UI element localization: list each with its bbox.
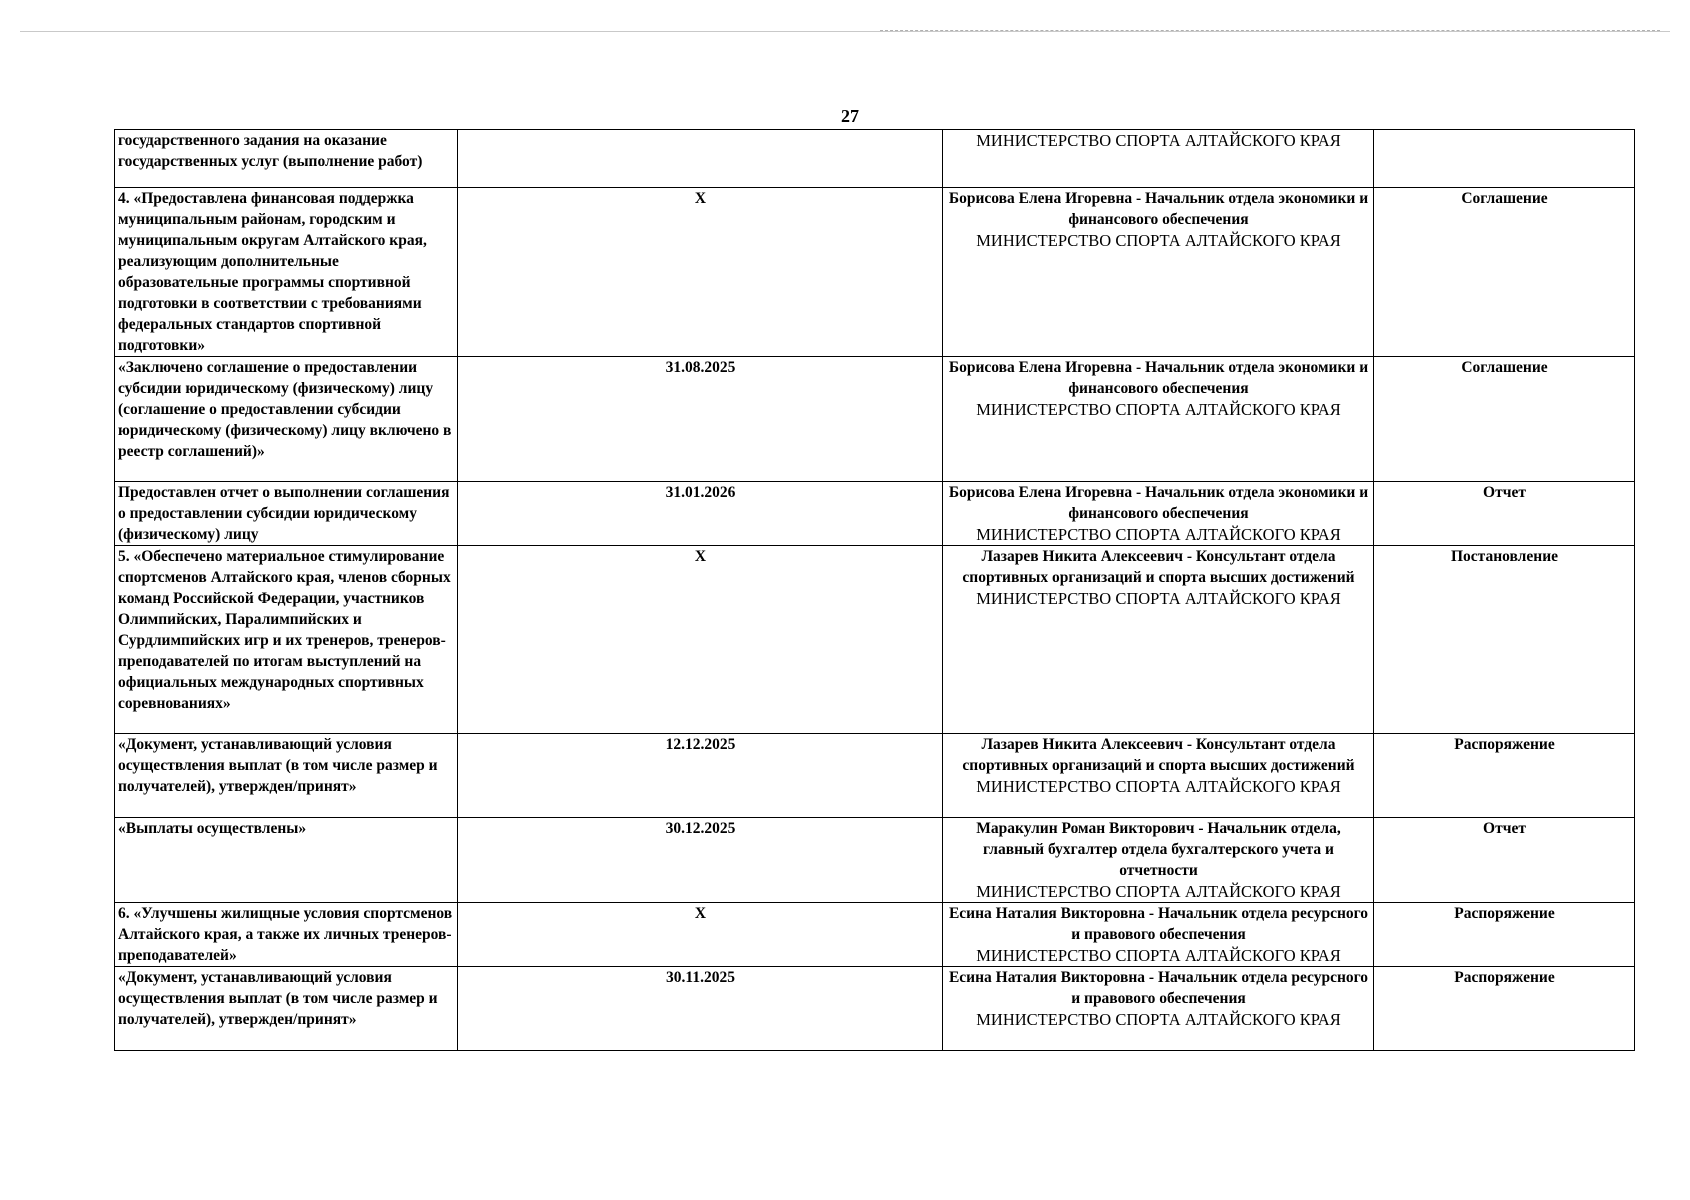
table-row bbox=[115, 903, 1635, 967]
responsible-cell bbox=[943, 546, 1374, 734]
event-cell: «Заключено соглашение о предоставлении субсидии юридическому (физическому) лицу (соглашение о предоставлении субсидии юридическому (физическому) лицу включено в реестр соглашений)» bbox=[115, 357, 458, 482]
document-cell: Соглашение bbox=[1374, 188, 1635, 357]
ministry-name: МИНИСТЕРСТВО СПОРТА АЛТАЙСКОГО КРАЯ bbox=[976, 589, 1341, 608]
date-cell: 31.01.2026 bbox=[458, 482, 943, 546]
responsible-cell bbox=[943, 130, 1374, 188]
table-row bbox=[115, 357, 1635, 482]
date-cell: 12.12.2025 bbox=[458, 734, 943, 818]
implementation-plan-table bbox=[114, 129, 1635, 1051]
ministry-name: МИНИСТЕРСТВО СПОРТА АЛТАЙСКОГО КРАЯ bbox=[976, 131, 1341, 150]
responsible-cell bbox=[943, 967, 1374, 1051]
table-row bbox=[115, 546, 1635, 734]
document-cell bbox=[1374, 130, 1635, 188]
event-cell: 6. «Улучшены жилищные условия спортсменов Алтайского края, а также их личных тренеров-преподавателей» bbox=[115, 903, 458, 967]
table-row bbox=[115, 130, 1635, 188]
table-row bbox=[115, 482, 1635, 546]
document-cell: Отчет bbox=[1374, 818, 1635, 903]
event-cell: «Документ, устанавливающий условия осуществления выплат (в том числе размер и получателей), утвержден/принят» bbox=[115, 734, 458, 818]
event-cell: Предоставлен отчет о выполнении соглашения о предоставлении субсидии юридическому (физическому) лицу bbox=[115, 482, 458, 546]
ministry-name: МИНИСТЕРСТВО СПОРТА АЛТАЙСКОГО КРАЯ bbox=[976, 882, 1341, 901]
event-cell: 4. «Предоставлена финансовая поддержка муниципальным районам, городским и муниципальным округам Алтайского края, реализующим дополнительные образовательные программы спортивной подготовки в соответствии с требованиями федеральных стандартов спортивной подготовки» bbox=[115, 188, 458, 357]
document-cell: Распоряжение bbox=[1374, 967, 1635, 1051]
ministry-name: МИНИСТЕРСТВО СПОРТА АЛТАЙСКОГО КРАЯ bbox=[976, 231, 1341, 250]
event-cell: «Документ, устанавливающий условия осуществления выплат (в том числе размер и получателей), утвержден/принят» bbox=[115, 967, 458, 1051]
event-cell: 5. «Обеспечено материальное стимулирование спортсменов Алтайского края, членов сборных команд Российской Федерации, участников Олимпийских, Паралимпийских и Сурдлимпийских игр и их тренеров, тренеров-преподавателей по итогам выступлений на официальных международных спортивных соревнованиях» bbox=[115, 546, 458, 734]
document-cell: Постановление bbox=[1374, 546, 1635, 734]
ministry-name: МИНИСТЕРСТВО СПОРТА АЛТАЙСКОГО КРАЯ bbox=[976, 525, 1341, 544]
responsible-person: Маракулин Роман Викторович - Начальник отдела, главный бухгалтер отдела бухгалтерского учета и отчетности bbox=[976, 820, 1341, 879]
responsible-person: Лазарев Никита Алексеевич - Консультант отдела спортивных организаций и спорта высших достижений bbox=[962, 548, 1355, 586]
responsible-person: Борисова Елена Игоревна - Начальник отдела экономики и финансового обеспечения bbox=[948, 359, 1369, 397]
responsible-cell bbox=[943, 482, 1374, 546]
date-cell: 30.12.2025 bbox=[458, 818, 943, 903]
responsible-cell bbox=[943, 818, 1374, 903]
document-cell: Распоряжение bbox=[1374, 903, 1635, 967]
scan-top-line bbox=[20, 31, 1670, 32]
date-cell: 31.08.2025 bbox=[458, 357, 943, 482]
table-row bbox=[115, 188, 1635, 357]
ministry-name: МИНИСТЕРСТВО СПОРТА АЛТАЙСКОГО КРАЯ bbox=[976, 777, 1341, 796]
table-row bbox=[115, 734, 1635, 818]
responsible-person: Есина Наталия Викторовна - Начальник отдела ресурсного и правового обеспечения bbox=[948, 969, 1369, 1007]
date-cell: X bbox=[458, 188, 943, 357]
table-row bbox=[115, 967, 1635, 1051]
responsible-person: Есина Наталия Викторовна - Начальник отдела ресурсного и правового обеспечения bbox=[948, 905, 1369, 943]
date-cell: X bbox=[458, 546, 943, 734]
date-cell: X bbox=[458, 903, 943, 967]
responsible-person: Лазарев Никита Алексеевич - Консультант отдела спортивных организаций и спорта высших достижений bbox=[962, 736, 1355, 774]
responsible-person: Борисова Елена Игоревна - Начальник отдела экономики и финансового обеспечения bbox=[948, 484, 1369, 522]
document-cell: Соглашение bbox=[1374, 357, 1635, 482]
ministry-name: МИНИСТЕРСТВО СПОРТА АЛТАЙСКОГО КРАЯ bbox=[976, 946, 1341, 965]
scan-top-line-dashed bbox=[880, 30, 1660, 31]
responsible-cell bbox=[943, 357, 1374, 482]
document-cell: Распоряжение bbox=[1374, 734, 1635, 818]
table-row bbox=[115, 818, 1635, 903]
date-cell: 30.11.2025 bbox=[458, 967, 943, 1051]
document-cell: Отчет bbox=[1374, 482, 1635, 546]
ministry-name: МИНИСТЕРСТВО СПОРТА АЛТАЙСКОГО КРАЯ bbox=[976, 1010, 1341, 1029]
responsible-cell bbox=[943, 734, 1374, 818]
responsible-person: Борисова Елена Игоревна - Начальник отдела экономики и финансового обеспечения bbox=[948, 190, 1369, 228]
responsible-cell bbox=[943, 903, 1374, 967]
responsible-cell bbox=[943, 188, 1374, 357]
event-cell: «Выплаты осуществлены» bbox=[115, 818, 458, 903]
date-cell bbox=[458, 130, 943, 188]
page-number: 27 bbox=[841, 106, 859, 126]
event-cell: государственного задания на оказание государственных услуг (выполнение работ) bbox=[115, 130, 458, 188]
ministry-name: МИНИСТЕРСТВО СПОРТА АЛТАЙСКОГО КРАЯ bbox=[976, 400, 1341, 419]
